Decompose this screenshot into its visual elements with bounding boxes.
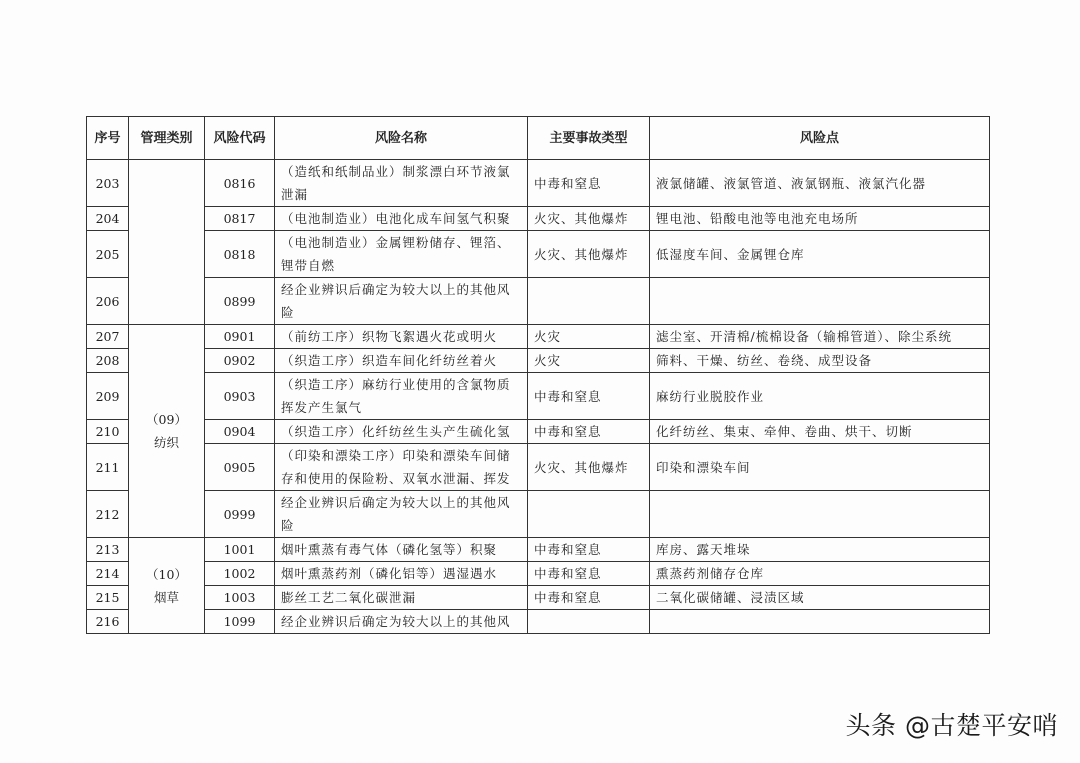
table-row	[87, 444, 990, 491]
row-name: 膨丝工艺二氧化碳泄漏	[275, 586, 528, 610]
row-point: 筛料、干燥、纺丝、卷绕、成型设备	[650, 349, 990, 373]
table-row	[87, 586, 990, 610]
header-code: 风险代码	[205, 117, 275, 160]
row-point: 滤尘室、开清棉/梳棉设备（输棉管道）、除尘系统	[650, 325, 990, 349]
watermark-text: 头条 @古楚平安哨	[845, 711, 1058, 740]
header-point: 风险点	[650, 117, 990, 160]
row-seq: 209	[87, 373, 129, 420]
table-row	[87, 420, 990, 444]
row-name: （织造工序）化纤纺丝生头产生硫化氢	[275, 420, 528, 444]
row-point: 低湿度车间、金属锂仓库	[650, 231, 990, 278]
row-accident	[528, 278, 650, 325]
row-accident: 中毒和窒息	[528, 373, 650, 420]
row-name: （电池制造业）电池化成车间氢气积聚	[275, 207, 528, 231]
row-code: 1003	[205, 586, 275, 610]
row-code: 0899	[205, 278, 275, 325]
row-code: 0816	[205, 160, 275, 207]
row-code: 0817	[205, 207, 275, 231]
row-point: 库房、露天堆垛	[650, 538, 990, 562]
row-code: 1002	[205, 562, 275, 586]
table-row	[87, 160, 990, 207]
row-seq: 203	[87, 160, 129, 207]
row-name: （织造工序）麻纺行业使用的含氯物质挥发产生氯气	[275, 373, 528, 420]
row-point: 锂电池、铅酸电池等电池充电场所	[650, 207, 990, 231]
table-row	[87, 562, 990, 586]
row-name: （织造工序）织造车间化纤纺丝着火	[275, 349, 528, 373]
header-category: 管理类别	[129, 117, 205, 160]
row-point: 二氧化碳储罐、浸渍区域	[650, 586, 990, 610]
category-name: 烟草	[153, 589, 179, 605]
row-name: 烟叶熏蒸有毒气体（磷化氢等）积聚	[275, 538, 528, 562]
category-code: （09）	[146, 412, 187, 427]
table-row	[87, 610, 990, 634]
row-seq: 210	[87, 420, 129, 444]
row-code: 0903	[205, 373, 275, 420]
row-code: 0905	[205, 444, 275, 491]
category-name: 纺织	[153, 435, 179, 450]
row-code: 0901	[205, 325, 275, 349]
row-name: 经企业辨识后确定为较大以上的其他风险	[275, 278, 528, 325]
row-code: 0999	[205, 491, 275, 538]
row-accident: 火灾	[528, 325, 650, 349]
row-name: 经企业辨识后确定为较大以上的其他风险	[275, 491, 528, 538]
row-accident: 火灾、其他爆炸	[528, 231, 650, 278]
row-seq: 208	[87, 349, 129, 373]
row-name: （前纺工序）织物飞絮遇火花或明火	[275, 325, 528, 349]
row-seq: 211	[87, 444, 129, 491]
table-row	[87, 373, 990, 420]
row-point: 印染和漂染车间	[650, 444, 990, 491]
row-accident: 中毒和窒息	[528, 586, 650, 610]
row-seq: 212	[87, 491, 129, 538]
row-point: 麻纺行业脱胶作业	[650, 373, 990, 420]
row-accident: 火灾、其他爆炸	[528, 207, 650, 231]
row-accident	[528, 610, 650, 634]
row-accident: 中毒和窒息	[528, 420, 650, 444]
table-row	[87, 538, 990, 562]
row-seq: 216	[87, 610, 129, 634]
row-accident	[528, 491, 650, 538]
table-row	[87, 491, 990, 538]
row-seq: 215	[87, 586, 129, 610]
category-cell-empty	[129, 160, 205, 325]
row-code: 0902	[205, 349, 275, 373]
table-row	[87, 349, 990, 373]
row-seq: 204	[87, 207, 129, 231]
row-accident: 中毒和窒息	[528, 160, 650, 207]
row-name: （造纸和纸制品业）制浆漂白环节液氯泄漏	[275, 160, 528, 207]
row-name: 经企业辨识后确定为较大以上的其他风	[275, 610, 528, 634]
row-point	[650, 491, 990, 538]
table-row	[87, 231, 990, 278]
row-seq: 207	[87, 325, 129, 349]
row-code: 0818	[205, 231, 275, 278]
row-seq: 205	[87, 231, 129, 278]
row-point: 化纤纺丝、集束、牵伸、卷曲、烘干、切断	[650, 420, 990, 444]
row-point	[650, 278, 990, 325]
category-code: （10）	[146, 566, 187, 582]
row-seq: 213	[87, 538, 129, 562]
table-header-row	[87, 117, 990, 160]
header-name: 风险名称	[275, 117, 528, 160]
row-accident: 中毒和窒息	[528, 562, 650, 586]
row-point: 熏蒸药剂储存仓库	[650, 562, 990, 586]
table-row	[87, 325, 990, 349]
row-code: 1099	[205, 610, 275, 634]
category-cell-textile	[129, 325, 205, 538]
row-point: 液氯储罐、液氯管道、液氯钢瓶、液氯汽化器	[650, 160, 990, 207]
risk-table	[86, 116, 990, 634]
row-name: （印染和漂染工序）印染和漂染车间储存和使用的保险粉、双氧水泄漏、挥发	[275, 444, 528, 491]
table-row	[87, 278, 990, 325]
category-cell-tobacco	[129, 538, 205, 634]
header-accident: 主要事故类型	[528, 117, 650, 160]
row-code: 1001	[205, 538, 275, 562]
row-accident: 中毒和窒息	[528, 538, 650, 562]
row-seq: 214	[87, 562, 129, 586]
row-accident: 火灾、其他爆炸	[528, 444, 650, 491]
table-row	[87, 207, 990, 231]
header-seq: 序号	[87, 117, 129, 160]
row-code: 0904	[205, 420, 275, 444]
row-accident: 火灾	[528, 349, 650, 373]
row-name: （电池制造业）金属锂粉储存、锂箔、锂带自燃	[275, 231, 528, 278]
row-seq: 206	[87, 278, 129, 325]
row-point	[650, 610, 990, 634]
row-name: 烟叶熏蒸药剂（磷化铝等）遇湿遇水	[275, 562, 528, 586]
